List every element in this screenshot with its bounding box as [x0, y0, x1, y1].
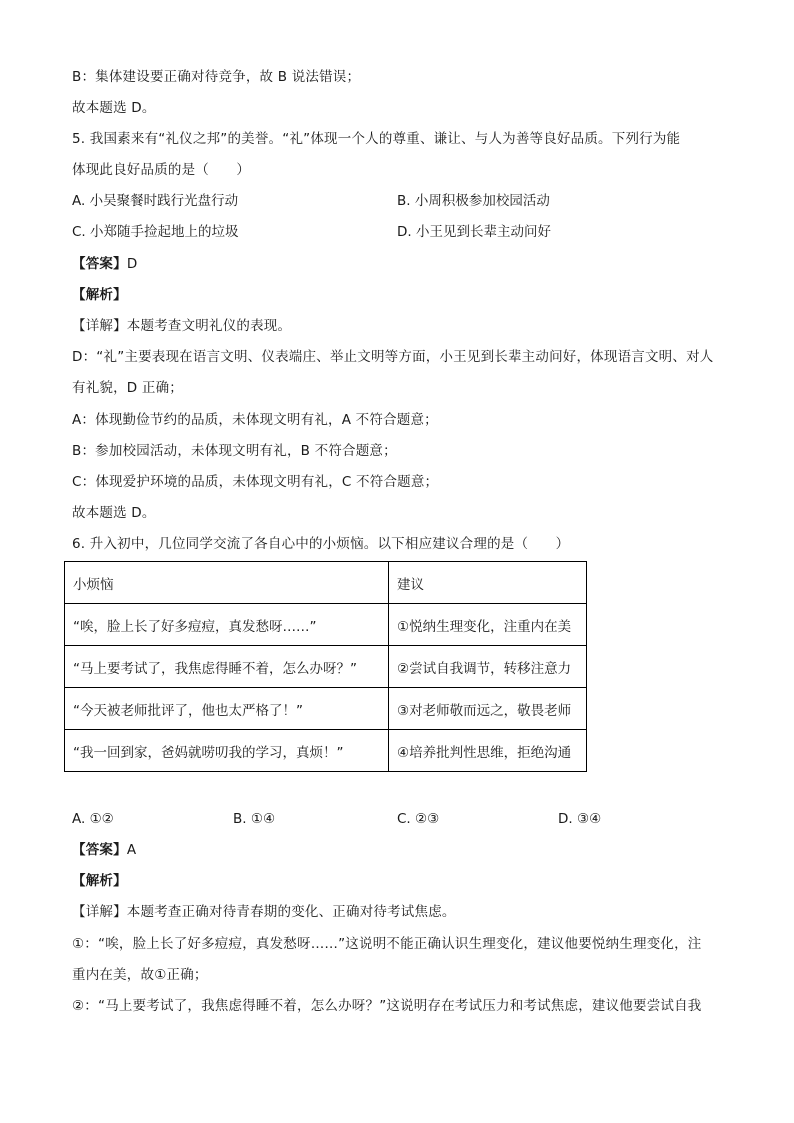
question-6-stem: 6. 升入初中，几位同学交流了各自心中的小烦恼。以下相应建议合理的是（ ） [72, 536, 570, 552]
question-6-item1-explanation-line1: ①：“唉，脸上长了好多痘痘，真发愁呀……”这说明不能正确认识生理变化，建议他要悦纳生理变化，注 [72, 936, 702, 952]
question-5-option-b: B. 小周积极参加校园活动 [397, 193, 550, 209]
question-6-item1-explanation-line2: 重内在美，故①正确； [72, 967, 208, 983]
question-6-option-a: A. ①② [72, 811, 114, 827]
question-5-option-a: A. 小吴聚餐时践行光盘行动 [72, 193, 239, 209]
question-6-option-b: B. ①④ [233, 811, 276, 827]
table-header-cell: 小烦恼 [65, 562, 389, 604]
answer-value: D [126, 256, 138, 272]
table-cell-advice: ③对老师敬而远之，敬畏老师 [389, 688, 587, 730]
question-5-stem-line1: 5. 我国素来有“礼仪之邦”的美誉。“礼”体现一个人的尊重、谦让、与人为善等良好品质。下列行为能 [72, 131, 681, 147]
answer-value: A [126, 842, 137, 858]
text-line-answer-summary: 故本题选 D。 [72, 100, 156, 116]
table-row [65, 646, 587, 688]
question-5-c-explanation: C：体现爱护环境的品质，未体现文明有礼，C 不符合题意； [72, 474, 439, 490]
question-5-option-c: C. 小郑随手捡起地上的垃圾 [72, 224, 239, 240]
question-5-answer [72, 255, 137, 273]
question-6-item2-explanation-line1: ②：“马上要考试了，我焦虑得睡不着，怎么办呀？”这说明存在考试压力和考试焦虑，建议他要尝试自我 [72, 998, 702, 1014]
question-5-option-d: D. 小王见到长辈主动问好 [397, 224, 551, 240]
table-cell-advice: ②尝试自我调节，转移注意力 [389, 646, 587, 688]
table-row [65, 730, 587, 772]
table-header-row [65, 562, 587, 604]
question-5-b-explanation: B：参加校园活动，未体现文明有礼，B 不符合题意； [72, 443, 397, 459]
answer-tag: 【答案】 [72, 842, 127, 858]
question-5-conclusion: 故本题选 D。 [72, 505, 156, 521]
question-5-d-explanation-line2: 有礼貌，D 正确； [72, 380, 183, 396]
question-5-analysis-tag: 【解析】 [72, 287, 127, 303]
question-6-option-c: C. ②③ [397, 811, 440, 827]
table-cell-advice: ④培养批判性思维，拒绝沟通 [389, 730, 587, 772]
table-row [65, 604, 587, 646]
question-5-stem-line2: 体现此良好品质的是（ ） [72, 162, 251, 178]
question-6-option-d: D. ③④ [558, 811, 602, 827]
question-6-detail: 【详解】本题考查正确对待青春期的变化、正确对待考试焦虑。 [72, 904, 456, 920]
table-row [65, 688, 587, 730]
table-cell-worry: “马上要考试了，我焦虑得睡不着，怎么办呀？” [65, 646, 389, 688]
question-5-detail: 【详解】本题考查文明礼仪的表现。 [72, 318, 292, 334]
text-line-b-conclusion: B：集体建设要正确对待竞争，故 B 说法错误； [72, 69, 361, 85]
table-cell-worry: “我一回到家，爸妈就唠叨我的学习，真烦！” [65, 730, 389, 772]
table-cell-worry: “唉，脸上长了好多痘痘，真发愁呀……” [65, 604, 389, 646]
question-6-analysis-tag: 【解析】 [72, 873, 127, 889]
table-cell-worry: “今天被老师批评了，他也太严格了！” [65, 688, 389, 730]
question-5-a-explanation: A：体现勤俭节约的品质，未体现文明有礼，A 不符合题意； [72, 412, 438, 428]
question-5-d-explanation-line1: D：“礼”主要表现在语言文明、仪表端庄、举止文明等方面，小王见到长辈主动问好，体现语言文明、对人 [72, 349, 714, 365]
question-6-answer [72, 841, 136, 859]
question-6-table [64, 561, 587, 772]
table-cell-advice: ①悦纳生理变化，注重内在美 [389, 604, 587, 646]
answer-tag: 【答案】 [72, 256, 127, 272]
table-header-cell: 建议 [389, 562, 587, 604]
